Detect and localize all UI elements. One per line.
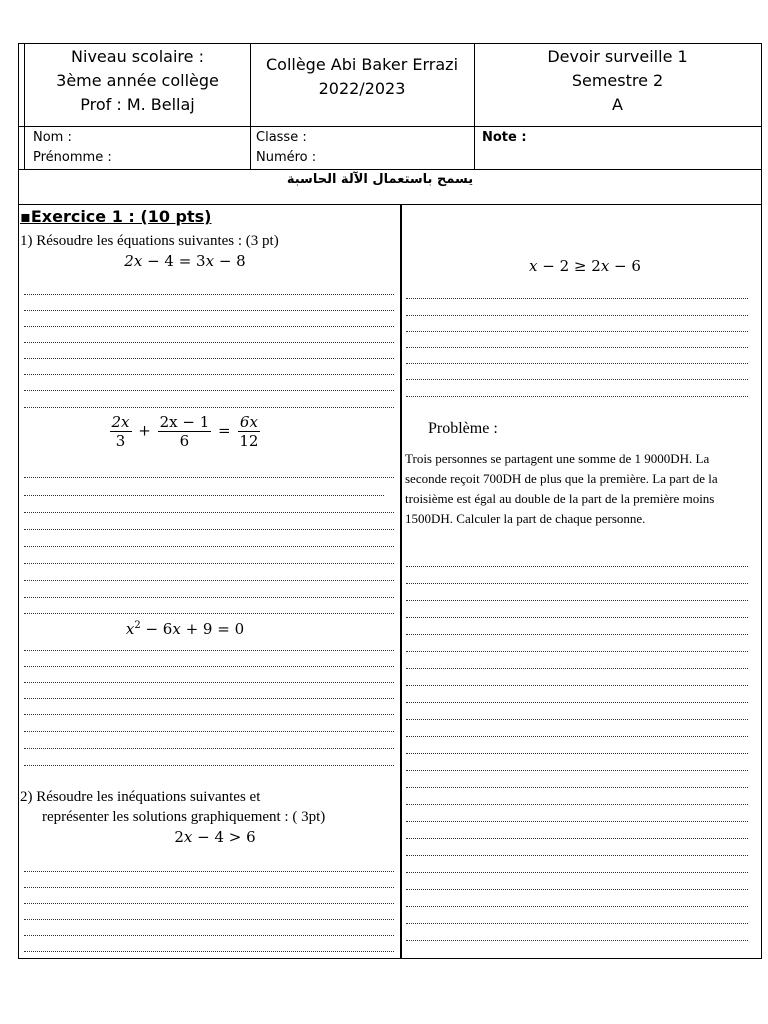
answer-line bbox=[406, 804, 748, 805]
header-exam-cell bbox=[474, 45, 761, 117]
answer-line bbox=[24, 407, 394, 408]
student-class-label: Classe : bbox=[256, 130, 307, 145]
answer-line bbox=[406, 872, 748, 873]
header-level-cell bbox=[25, 45, 250, 117]
answer-line bbox=[406, 668, 748, 669]
answer-line bbox=[24, 935, 394, 936]
answer-line bbox=[24, 374, 394, 375]
answer-line bbox=[406, 753, 748, 754]
equation-1: 2x − 4 = 3x − 8 bbox=[124, 252, 246, 270]
question-1-text: 1) Résoudre les équations suivantes : (3 pt) bbox=[20, 233, 279, 249]
eq2-fraction-a-denominator: 3 bbox=[115, 432, 126, 450]
answer-line bbox=[24, 529, 394, 530]
answer-line bbox=[406, 331, 748, 332]
answer-line bbox=[24, 903, 394, 904]
answer-line bbox=[24, 650, 394, 651]
answer-line bbox=[406, 363, 748, 364]
student-name-label: Nom : bbox=[33, 130, 72, 145]
answer-line bbox=[24, 495, 384, 496]
header-school-name: Collège Abi Baker Errazi bbox=[265, 55, 459, 74]
answer-line bbox=[24, 597, 394, 598]
answer-line bbox=[24, 294, 394, 295]
answer-line bbox=[24, 698, 394, 699]
eq2-fraction-b-numerator: 2x − 1 bbox=[159, 413, 210, 431]
outer-right-border bbox=[761, 43, 762, 959]
question-2-line-1: 2) Résoudre les inéquations suivantes et bbox=[20, 789, 261, 805]
answer-line bbox=[406, 379, 748, 380]
inequation-2: x − 2 ≥ 2x − 6 bbox=[529, 257, 641, 275]
answer-line bbox=[24, 580, 394, 581]
answer-line bbox=[24, 731, 394, 732]
header-school-year: 2022/2023 bbox=[318, 79, 406, 98]
answer-line bbox=[406, 583, 748, 584]
answer-line bbox=[24, 563, 394, 564]
answer-line bbox=[24, 358, 394, 359]
answer-line bbox=[24, 919, 394, 920]
header-level-label: Niveau scolaire : bbox=[71, 47, 204, 66]
eq2-fraction-c-numerator: 6x bbox=[239, 413, 258, 431]
eq2-fraction-b-denominator: 6 bbox=[179, 432, 190, 450]
answer-line bbox=[406, 719, 748, 720]
student-firstname-label: Prénomme : bbox=[33, 150, 112, 165]
answer-line bbox=[24, 714, 394, 715]
answer-line bbox=[24, 512, 394, 513]
header-teacher: Prof : M. Bellaj bbox=[80, 95, 195, 114]
answer-line bbox=[406, 634, 748, 635]
exercise-title: ▪Exercice 1 : (10 pts) bbox=[20, 207, 212, 226]
answer-line bbox=[406, 396, 748, 397]
answer-line bbox=[406, 298, 748, 299]
answer-line bbox=[24, 765, 394, 766]
answer-line bbox=[24, 951, 394, 952]
header-top-border bbox=[18, 43, 762, 44]
answer-line bbox=[406, 889, 748, 890]
answer-line bbox=[24, 310, 394, 311]
answer-line bbox=[406, 566, 748, 567]
answer-line bbox=[406, 923, 748, 924]
answer-line bbox=[406, 702, 748, 703]
answer-line bbox=[24, 390, 394, 391]
equation-3: $x^2 - 6x + 9 = 0$ bbox=[125, 620, 245, 638]
problem-title: Problème : bbox=[428, 420, 498, 437]
answer-line bbox=[406, 600, 748, 601]
answer-line bbox=[406, 315, 748, 316]
answer-line bbox=[406, 787, 748, 788]
answer-line bbox=[406, 617, 748, 618]
answer-line bbox=[24, 871, 394, 872]
answer-line bbox=[24, 342, 394, 343]
answer-line bbox=[406, 685, 748, 686]
answer-line bbox=[406, 770, 748, 771]
header-divider bbox=[18, 126, 762, 127]
answer-line bbox=[406, 940, 748, 941]
calculator-notice: يسمح باستعمال الآلة الحاسبة bbox=[286, 172, 474, 187]
answer-line bbox=[406, 736, 748, 737]
problem-text: Trois personnes se partagent une somme de 1 9000DH. La seconde reçoit 700DH de plus que la première. La part de la troisième est égal au double de la part de la première moins 1500DH. Calculer la part de chaque personne. bbox=[405, 451, 718, 526]
header-school-cell bbox=[250, 53, 474, 101]
page-bottom-border bbox=[18, 958, 762, 959]
answer-line bbox=[406, 906, 748, 907]
equation-2: $\frac{2x}{3}$ + $\frac{2x - 1}{6}$ = $\frac{6x}{12}$ bbox=[111, 413, 259, 450]
eq2-fraction-c-denominator: 12 bbox=[239, 432, 259, 450]
answer-line bbox=[406, 838, 748, 839]
inequation-1: 2x − 4 > 6 bbox=[174, 828, 256, 846]
answer-line bbox=[406, 651, 748, 652]
header-exam-title: Devoir surveille 1 bbox=[547, 47, 688, 66]
outer-left-border bbox=[18, 43, 19, 959]
exercise-column-divider bbox=[400, 204, 402, 958]
answer-line bbox=[24, 613, 394, 614]
student-info-bottom-border bbox=[18, 169, 762, 170]
student-grade-label: Note : bbox=[482, 130, 527, 145]
answer-line bbox=[24, 546, 394, 547]
notice-bottom-border bbox=[18, 204, 762, 205]
answer-line bbox=[24, 326, 394, 327]
answer-line bbox=[406, 855, 748, 856]
answer-line bbox=[406, 821, 748, 822]
answer-line bbox=[24, 477, 394, 478]
answer-line bbox=[24, 748, 394, 749]
answer-line bbox=[24, 666, 394, 667]
header-level-value: 3ème année collège bbox=[56, 71, 219, 90]
header-semester: Semestre 2 bbox=[571, 71, 664, 90]
header-version: A bbox=[612, 95, 623, 114]
answer-line bbox=[406, 347, 748, 348]
question-2-line-2: représenter les solutions graphiquement : ( 3pt) bbox=[42, 809, 326, 825]
answer-line bbox=[24, 887, 394, 888]
student-number-label: Numéro : bbox=[256, 150, 317, 165]
answer-line bbox=[24, 682, 394, 683]
eq2-fraction-a-numerator: 2x bbox=[111, 413, 130, 431]
